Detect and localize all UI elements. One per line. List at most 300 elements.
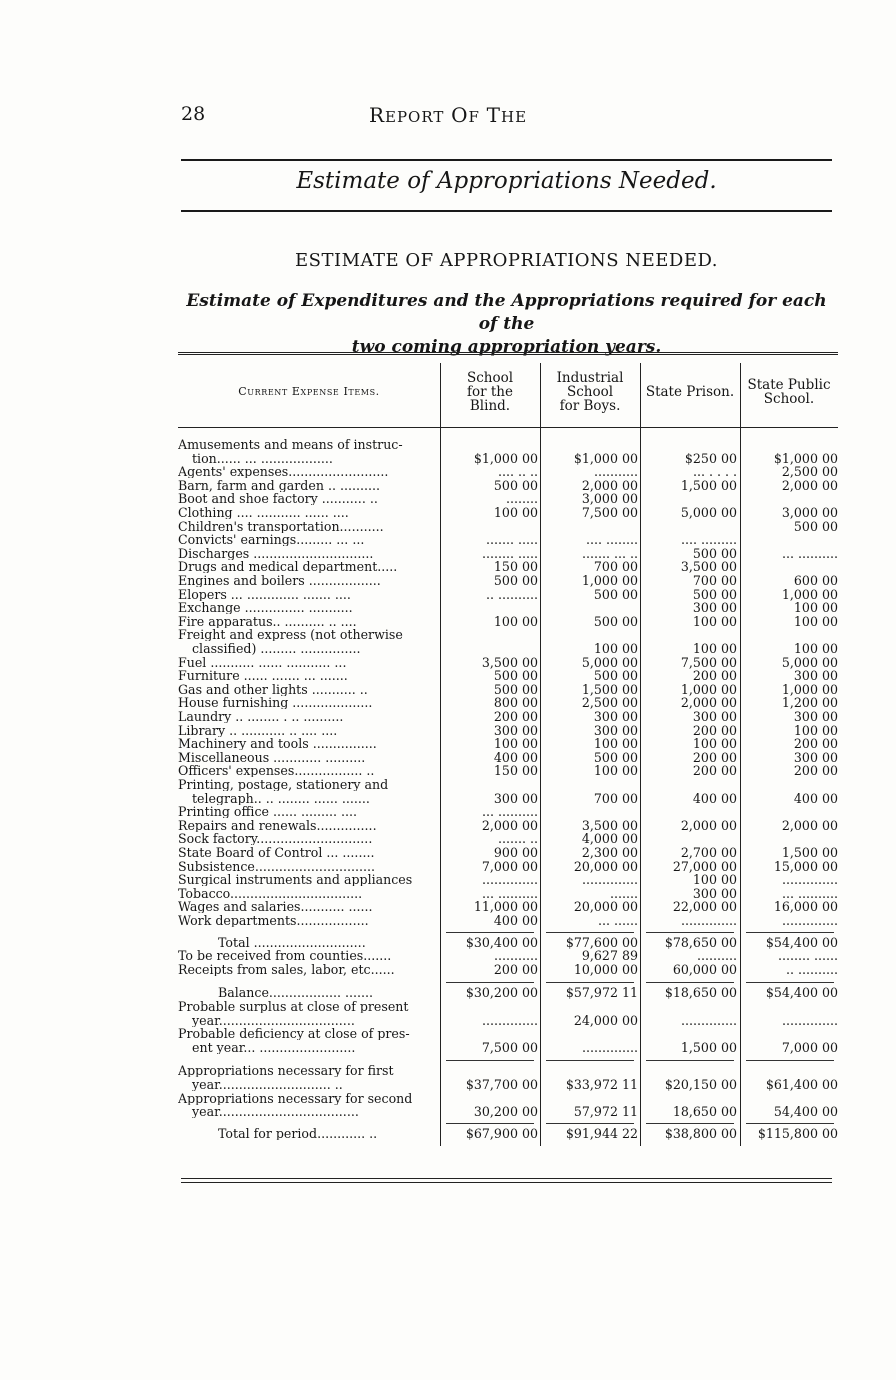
cell-value: $1,000 00 <box>473 450 538 466</box>
table-row <box>178 751 838 764</box>
bottom-rule <box>181 1178 832 1179</box>
table-row <box>178 683 838 696</box>
row-label: House furnishing .................... <box>178 696 373 710</box>
table-row <box>178 764 838 777</box>
cell-value: 100 00 <box>793 641 838 656</box>
row-label: Tobacco................................. <box>178 886 363 900</box>
running-head-rest: HE <box>501 108 528 126</box>
cell-value: 400 00 <box>493 749 538 765</box>
cell-value: 100 00 <box>493 613 538 629</box>
cell-value: 5,000 00 <box>581 654 638 670</box>
cell-value: 9,627 89 <box>581 948 638 964</box>
table-row <box>178 819 838 832</box>
cell-value: ........... <box>593 464 638 480</box>
row-label: Miscellaneous ............ .......... <box>178 750 366 764</box>
cell-value: 300 00 <box>793 668 838 684</box>
cell-value: 100 00 <box>493 736 538 752</box>
cell-value: $91,944 22 <box>565 1125 638 1141</box>
table-row <box>178 656 838 669</box>
cell-value: 300 00 <box>692 885 737 901</box>
cell-value: 24,000 00 <box>573 1012 638 1028</box>
cell-value: .. .......... <box>785 961 838 977</box>
cell-value: 900 00 <box>493 845 538 860</box>
row-label: To be received from counties....... <box>178 949 392 963</box>
cell-value: 60,000 00 <box>672 961 737 977</box>
row-label: Machinery and tools ................ <box>178 737 377 751</box>
cell-value: $1,000 00 <box>573 450 638 466</box>
cell-value: 100 00 <box>593 763 638 779</box>
header-blind <box>440 357 540 427</box>
cell-value: ... ...... <box>597 913 638 928</box>
cell-value: 200 00 <box>493 709 538 724</box>
cell-value: 700 00 <box>692 573 737 588</box>
row-label: year.................................. <box>192 1013 355 1027</box>
header-line: School <box>566 384 614 400</box>
row-label: Sock factory............................. <box>178 832 373 846</box>
row-label: Printing office ...... ......... .... <box>178 805 358 819</box>
table-row <box>178 560 838 573</box>
cell-value: $67,900 00 <box>465 1125 538 1141</box>
row-label: Total for period............ .. <box>218 1126 378 1140</box>
summary-row <box>178 1092 838 1105</box>
bottom-rule <box>181 1182 832 1183</box>
summary-row <box>178 1078 838 1091</box>
table-row <box>178 601 838 614</box>
row-label: Drugs and medical department..... <box>178 560 398 574</box>
sum-rule <box>746 982 834 983</box>
cell-value: ........ <box>505 491 538 507</box>
top-rule <box>181 159 832 161</box>
table-row <box>178 669 838 682</box>
cell-value: 3,000 00 <box>581 491 638 507</box>
cell-value: 2,500 00 <box>581 695 638 711</box>
cell-value: 1,000 00 <box>581 573 638 588</box>
cell-value: 200 00 <box>493 961 538 977</box>
cell-value: 11,000 00 <box>473 899 538 915</box>
cell-value: 200 00 <box>692 749 737 765</box>
header-line: State Prison. <box>645 384 735 400</box>
cell-value: 15,000 00 <box>773 858 838 874</box>
col-divider <box>440 363 441 427</box>
cell-value: 54,400 00 <box>773 1104 838 1120</box>
table-row <box>178 792 838 805</box>
table-header <box>178 357 838 427</box>
cell-value: 1,000 00 <box>781 681 838 697</box>
cell-value: $54,400 00 <box>765 985 838 1001</box>
row-label: tion...... ... .................. <box>192 451 333 465</box>
sum-rule <box>646 1060 734 1061</box>
table-row <box>178 887 838 900</box>
cell-value: 150 00 <box>493 559 538 575</box>
cell-value: 1,500 00 <box>680 477 737 493</box>
cell-value: 500 00 <box>593 749 638 765</box>
page-number: 28 <box>181 103 206 125</box>
sum-rule <box>446 1060 534 1061</box>
table-row <box>178 778 838 791</box>
cell-value: 500 00 <box>793 518 838 534</box>
cell-value: $250 00 <box>684 450 737 466</box>
table-row <box>178 832 838 845</box>
summary-row <box>178 986 838 999</box>
row-label: Furniture ...... ....... ... ....... <box>178 669 348 683</box>
row-label: Library .. ........... .. .... .... <box>178 723 338 737</box>
cell-value: 300 00 <box>692 600 737 616</box>
header-line: Blind. <box>469 398 511 414</box>
cell-value: $30,400 00 <box>465 934 538 950</box>
table-row <box>178 506 838 519</box>
appropriations-table <box>178 352 838 1146</box>
page-subtitle: Estimate of Appropriations Needed. <box>296 168 717 194</box>
cell-value: 200 00 <box>692 722 737 738</box>
cell-value: 500 00 <box>593 613 638 629</box>
row-label: Work departments.................. <box>178 914 369 927</box>
row-label: Printing, postage, stationery and <box>178 778 389 791</box>
cell-value: $78,650 00 <box>664 934 737 950</box>
cell-value: ... .......... <box>481 885 538 901</box>
sum-rule <box>746 932 834 933</box>
cell-value: 200 00 <box>692 763 737 779</box>
cell-value: 2,000 00 <box>781 477 838 493</box>
running-head <box>0 103 896 127</box>
cell-value: $61,400 00 <box>765 1077 838 1092</box>
summary-row <box>178 1041 838 1054</box>
cell-value: 300 00 <box>593 722 638 738</box>
cell-value: 1,000 00 <box>680 681 737 697</box>
cell-value: 300 00 <box>793 749 838 765</box>
row-label: Wages and salaries........... ...... <box>178 900 373 914</box>
intro-line-2: two coming appropriation years. <box>351 337 662 357</box>
table-row <box>178 465 838 478</box>
cell-value: 1,000 00 <box>781 586 838 602</box>
cell-value: $54,400 00 <box>765 934 838 950</box>
cell-value: .............. <box>781 872 838 888</box>
cell-value: 100 00 <box>593 641 638 656</box>
row-label: telegraph.. .. ........ ...... ....... <box>192 791 370 805</box>
table-row <box>178 846 838 859</box>
cell-value: 600 00 <box>793 573 838 588</box>
sum-rule <box>546 932 634 933</box>
cell-value: 200 00 <box>793 736 838 752</box>
cell-value: ....... ... .. <box>581 545 638 561</box>
header-boys <box>540 357 640 427</box>
cell-value: 100 00 <box>692 641 737 656</box>
row-label: Officers' expenses................. .. <box>178 764 375 778</box>
table-row <box>178 860 838 873</box>
row-label: Elopers ... ............. ....... .... <box>178 587 351 601</box>
cell-value: 300 00 <box>692 709 737 724</box>
cell-value: .............. <box>581 872 638 888</box>
sum-rule <box>546 1123 634 1124</box>
cell-value: 30,200 00 <box>473 1104 538 1120</box>
cell-value: 1,500 00 <box>781 845 838 860</box>
cell-value: .............. <box>581 1039 638 1055</box>
row-label: Total ............................ <box>218 935 366 949</box>
sum-rule <box>546 1060 634 1061</box>
row-label: classified) ......... ............... <box>192 642 361 655</box>
header-line: School <box>466 370 514 386</box>
cell-value: $30,200 00 <box>465 985 538 1001</box>
cell-value: 100 00 <box>692 613 737 629</box>
table-row <box>178 873 838 886</box>
summary-row <box>178 1105 838 1118</box>
cell-value: 500 00 <box>593 668 638 684</box>
row-label: Appropriations necessary for second <box>178 1091 413 1105</box>
cell-value: $115,800 00 <box>757 1125 838 1141</box>
header-line: State Public <box>747 377 831 393</box>
col-divider <box>740 363 741 427</box>
sum-rule <box>746 1060 834 1061</box>
row-label: Discharges .............................. <box>178 546 374 560</box>
cell-value: 3,500 00 <box>581 817 638 833</box>
cell-value: $77,600 00 <box>565 934 638 950</box>
row-label: Exchange ............... ........... <box>178 601 353 615</box>
cell-value: $18,650 00 <box>664 985 737 1001</box>
intro-line-1: Estimate of Expenditures and the Appropriations required for each of the <box>186 291 827 334</box>
row-label: Probable deficiency at close of pres- <box>178 1027 410 1041</box>
row-label: Engines and boilers .................. <box>178 574 381 587</box>
cell-value: 5,000 00 <box>680 505 737 520</box>
cell-value: 3,500 00 <box>680 559 737 575</box>
row-label: Clothing .... ........... ...... .... <box>178 506 349 519</box>
cell-value: 2,300 00 <box>581 845 638 860</box>
cell-value: 2,500 00 <box>781 464 838 480</box>
cell-value: 7,500 00 <box>481 1039 538 1055</box>
cell-value: 18,650 00 <box>672 1104 737 1120</box>
row-label: Fire apparatus.. .......... .. .... <box>178 614 357 628</box>
cell-value: 400 00 <box>793 790 838 806</box>
cell-value: 700 00 <box>593 790 638 806</box>
cell-value: .............. <box>481 1012 538 1028</box>
table-row <box>178 696 838 709</box>
cell-value: $38,800 00 <box>664 1125 737 1141</box>
cell-value: 500 00 <box>493 477 538 493</box>
summary-row <box>178 963 838 976</box>
row-label: ent year... ........................ <box>192 1040 356 1054</box>
sum-rule <box>446 932 534 933</box>
cell-value: ....... ..... <box>485 532 538 548</box>
table-row <box>178 479 838 492</box>
cell-value: 500 00 <box>493 681 538 697</box>
row-label: Freight and express (not otherwise <box>178 628 403 642</box>
cell-value: 300 00 <box>793 709 838 724</box>
cell-value: 400 00 <box>692 790 737 806</box>
cell-value: $1,000 00 <box>773 450 838 466</box>
cell-value: 300 00 <box>593 709 638 724</box>
cell-value: 7,500 00 <box>680 654 737 670</box>
cell-value: 16,000 00 <box>773 899 838 915</box>
cell-value: .......... <box>696 948 737 964</box>
row-label: year............................ .. <box>192 1078 343 1091</box>
row-label: Gas and other lights ........... .. <box>178 682 368 696</box>
row-label: Children's transportation........... <box>178 519 384 533</box>
row-label: Agents' expenses......................... <box>178 465 389 479</box>
row-label: Subsistence.............................. <box>178 859 375 873</box>
sum-rule <box>646 982 734 983</box>
cell-value: 2,000 00 <box>581 477 638 493</box>
cell-value: 100 00 <box>692 736 737 752</box>
cell-value: 500 00 <box>692 586 737 602</box>
header-line: for Boys. <box>559 398 621 414</box>
cell-value: 800 00 <box>493 695 538 711</box>
table-row <box>178 588 838 601</box>
summary-row <box>178 949 838 962</box>
cell-value: 10,000 00 <box>573 961 638 977</box>
cell-value: .............. <box>781 913 838 928</box>
cell-value: 2,000 00 <box>680 695 737 711</box>
cell-value: ........ ..... <box>481 545 538 561</box>
cell-value: .... ......... <box>680 532 737 548</box>
cell-value: 7,000 00 <box>481 858 538 874</box>
cell-value: 100 00 <box>493 505 538 520</box>
table-row <box>178 533 838 546</box>
summary-row <box>178 1000 838 1013</box>
table-row <box>178 547 838 560</box>
table-row <box>178 805 838 818</box>
cell-value: 2,000 00 <box>781 817 838 833</box>
cell-value: 27,000 00 <box>672 858 737 874</box>
cell-value: $20,150 00 <box>664 1077 737 1092</box>
table-row <box>178 710 838 723</box>
table-row <box>178 615 838 628</box>
sum-rule <box>646 1123 734 1124</box>
cell-value: 100 00 <box>593 736 638 752</box>
cell-value: 4,000 00 <box>581 831 638 847</box>
cell-value: 500 00 <box>692 545 737 561</box>
cell-value: 300 00 <box>493 790 538 806</box>
cell-value: 500 00 <box>593 586 638 602</box>
table-row <box>178 438 838 451</box>
sum-rule <box>446 982 534 983</box>
cell-value: .... ........ <box>585 532 638 548</box>
cell-value: ... .......... <box>781 545 838 561</box>
header-prison <box>640 357 740 427</box>
cell-value: .............. <box>680 913 737 928</box>
cell-value: 20,000 00 <box>573 858 638 874</box>
cell-value: ........ ...... <box>777 948 838 964</box>
row-label: Fuel ........... ...... ........... ... <box>178 655 347 669</box>
row-label: Surgical instruments and appliances <box>178 873 413 887</box>
cell-value: 100 00 <box>793 613 838 629</box>
cell-value: 2,700 00 <box>680 845 737 860</box>
cell-value: 300 00 <box>493 722 538 738</box>
cell-value: 100 00 <box>793 722 838 738</box>
cell-value: ... . . . . <box>692 464 737 480</box>
table-heading: ESTIMATE OF APPROPRIATIONS NEEDED. <box>295 250 718 271</box>
table-row <box>178 642 838 655</box>
summary-row <box>178 1014 838 1027</box>
cell-value: 7,000 00 <box>781 1039 838 1055</box>
header-public <box>740 357 838 427</box>
subtitle-rule <box>181 210 832 212</box>
cell-value: 2,000 00 <box>680 817 737 833</box>
cell-value: .............. <box>680 1012 737 1028</box>
cell-value: $33,972 11 <box>565 1077 638 1092</box>
cell-value: ....... <box>609 885 638 901</box>
table-body <box>178 428 838 1146</box>
row-label: State Board of Control ... ........ <box>178 846 375 859</box>
summary-row <box>178 1127 838 1140</box>
running-head-text <box>368 103 528 127</box>
row-label: Repairs and renewals............... <box>178 818 377 832</box>
cell-value: 150 00 <box>493 763 538 779</box>
cell-value: 200 00 <box>793 763 838 779</box>
cell-value: $57,972 11 <box>565 985 638 1001</box>
cell-value: 100 00 <box>692 872 737 888</box>
sum-rule <box>646 932 734 933</box>
cell-value: 700 00 <box>593 559 638 575</box>
table-row <box>178 737 838 750</box>
running-head-cap: T <box>486 103 502 127</box>
sum-rule <box>446 1123 534 1124</box>
row-label: Receipts from sales, labor, etc...... <box>178 962 395 976</box>
sum-rule <box>746 1123 834 1124</box>
summary-row <box>178 1027 838 1040</box>
cell-value: 7,500 00 <box>581 505 638 520</box>
cell-value: 1,200 00 <box>781 695 838 711</box>
row-label: Probable surplus at close of present <box>178 1000 409 1013</box>
header-line: Industrial <box>556 370 624 386</box>
cell-value: 400 00 <box>493 913 538 928</box>
cell-value: 3,000 00 <box>781 505 838 520</box>
cell-value: 1,500 00 <box>581 681 638 697</box>
cell-value: ... .......... <box>781 885 838 901</box>
running-head-cap: O <box>451 103 469 127</box>
cell-value: 500 00 <box>493 668 538 684</box>
running-head-rest: EPORT <box>385 108 445 126</box>
table-top-rule <box>178 352 838 355</box>
row-label: Appropriations necessary for first <box>178 1064 394 1078</box>
cell-value: .............. <box>781 1012 838 1028</box>
running-head-rest: F <box>468 108 480 126</box>
row-label: Balance.................. ....... <box>218 986 373 1000</box>
table-row <box>178 520 838 533</box>
col-divider <box>640 363 641 427</box>
cell-value: 22,000 00 <box>672 899 737 915</box>
cell-value: 1,500 00 <box>680 1039 737 1055</box>
cell-value: 20,000 00 <box>573 899 638 915</box>
cell-value: 3,500 00 <box>481 654 538 670</box>
cell-value: 200 00 <box>692 668 737 684</box>
table-row <box>178 914 838 927</box>
row-label: year................................... <box>192 1105 359 1119</box>
cell-value: .... .. .. <box>497 464 538 480</box>
cell-value: .............. <box>481 872 538 888</box>
intro-text <box>181 290 832 359</box>
running-head-cap: R <box>368 103 385 127</box>
summary-row <box>178 936 838 949</box>
table-row <box>178 492 838 505</box>
table-row <box>178 900 838 913</box>
cell-value: 57,972 11 <box>573 1104 638 1120</box>
row-label: Convicts' earnings......... ... ... <box>178 533 365 547</box>
cell-value: 100 00 <box>793 600 838 616</box>
cell-value: ... .......... <box>481 804 538 820</box>
summary-row <box>178 1064 838 1077</box>
row-label: Barn, farm and garden .. .......... <box>178 478 380 492</box>
header-line: School. <box>763 391 815 407</box>
row-label: Laundry .. ........ . .. .......... <box>178 710 344 723</box>
sum-rule <box>546 982 634 983</box>
table-row <box>178 628 838 641</box>
cell-value: ....... .. <box>497 831 538 847</box>
table-row <box>178 724 838 737</box>
cell-value: ........... <box>493 948 538 964</box>
row-label: Amusements and means of instruc- <box>178 438 403 451</box>
row-label: Boot and shoe factory ........... .. <box>178 492 378 506</box>
cell-value: 500 00 <box>493 573 538 588</box>
header-items: Current Expense Items. <box>238 385 380 398</box>
table-row <box>178 452 838 465</box>
